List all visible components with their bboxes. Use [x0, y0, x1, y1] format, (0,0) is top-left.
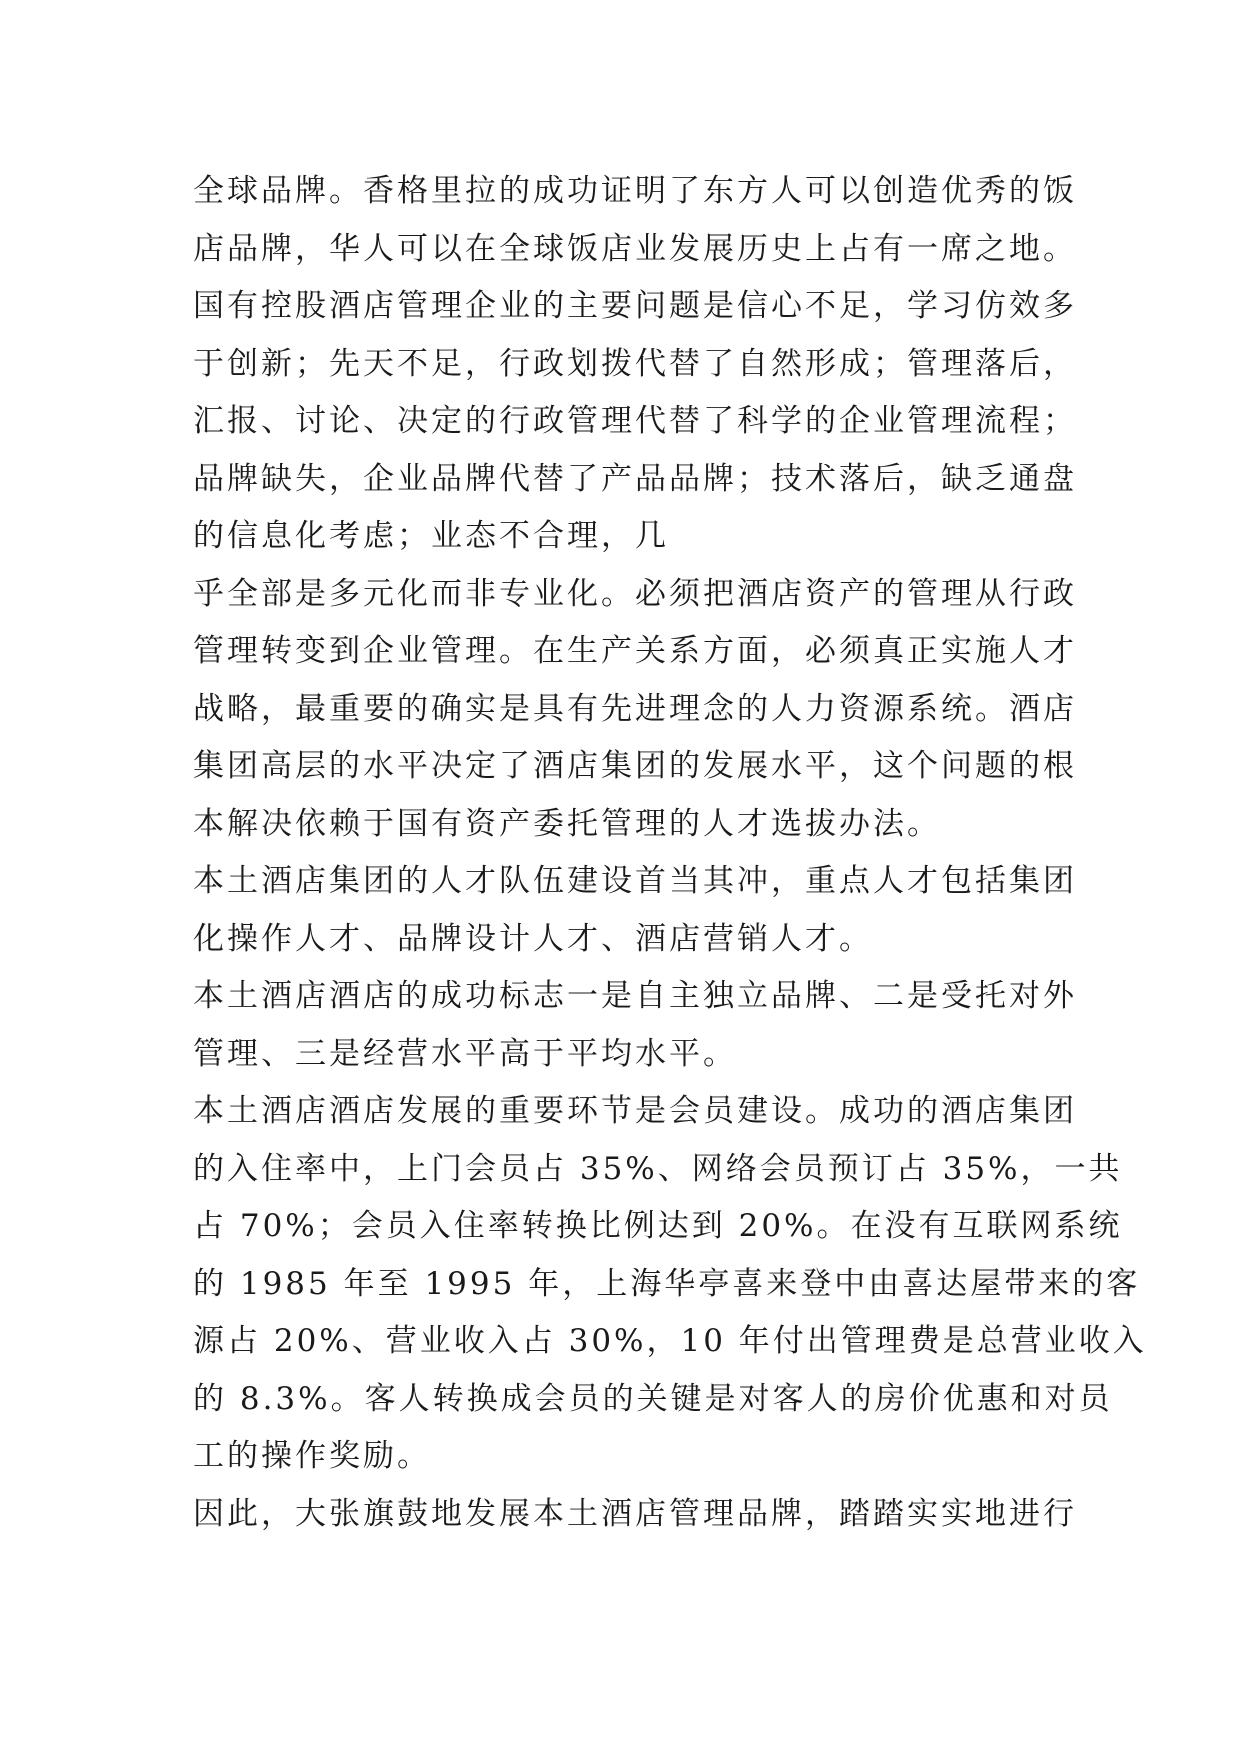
text-line: 本土酒店酒店发展的重要环节是会员建设。成功的酒店集团: [193, 1093, 1077, 1129]
text-line: 本土酒店酒店的成功标志一是自主独立品牌、二是受托对外: [193, 978, 1077, 1014]
text-line: 本解决依赖于国有资产委托管理的人才选拔办法。: [193, 805, 941, 842]
body-text: [193, 163, 1147, 1543]
text-line: 汇报、讨论、决定的行政管理代替了科学的企业管理流程；: [193, 403, 1077, 439]
text-line: 国有控股酒店管理企业的主要问题是信心不足，学习仿效多: [193, 288, 1077, 324]
text-line: 于创新；先天不足，行政划拨代替了自然形成；管理落后，: [193, 345, 1077, 382]
text-line: 因此，大张旗鼓地发展本土酒店管理品牌，踏踏实实地进行: [193, 1495, 1077, 1532]
text-line: 管理、三是经营水平高于平均水平。: [193, 1035, 737, 1072]
text-line: 本土酒店集团的人才队伍建设首当其冲，重点人才包括集团: [193, 863, 1077, 899]
text-line: 的信息化考虑；业态不合理，几: [193, 518, 669, 554]
text-line: 战略，最重要的确实是具有先进理念的人力资源系统。酒店: [193, 690, 1077, 727]
text-line: 的入住率中，上门会员占 35%、网络会员预订占 35%，一共: [193, 1150, 1123, 1187]
text-line: 店品牌，华人可以在全球饭店业发展历史上占有一席之地。: [193, 230, 1077, 267]
text-line: 化操作人才、品牌设计人才、酒店营销人才。: [193, 920, 873, 957]
text-line: 全球品牌。香格里拉的成功证明了东方人可以创造优秀的饭: [193, 173, 1077, 209]
text-line: 占 70%；会员入住率转换比例达到 20%。在没有互联网系统: [193, 1208, 1123, 1244]
text-line: 的 1985 年至 1995 年，上海华亭喜来登中由喜达屋带来的客: [193, 1265, 1141, 1302]
text-line: 工的操作奖励。: [193, 1438, 431, 1474]
text-line: 源占 20%、营业收入占 30%，10 年付出管理费是总营业收入: [193, 1323, 1147, 1359]
text-line: 的 8.3%。客人转换成会员的关键是对客人的房价优惠和对员: [193, 1380, 1113, 1417]
text-line: 乎全部是多元化而非专业化。必须把酒店资产的管理从行政: [193, 575, 1077, 612]
text-line: 集团高层的水平决定了酒店集团的发展水平，这个问题的根: [193, 748, 1077, 784]
text-line: 品牌缺失，企业品牌代替了产品品牌；技术落后，缺乏通盘: [193, 460, 1077, 497]
text-line: 管理转变到企业管理。在生产关系方面，必须真正实施人才: [193, 633, 1077, 669]
